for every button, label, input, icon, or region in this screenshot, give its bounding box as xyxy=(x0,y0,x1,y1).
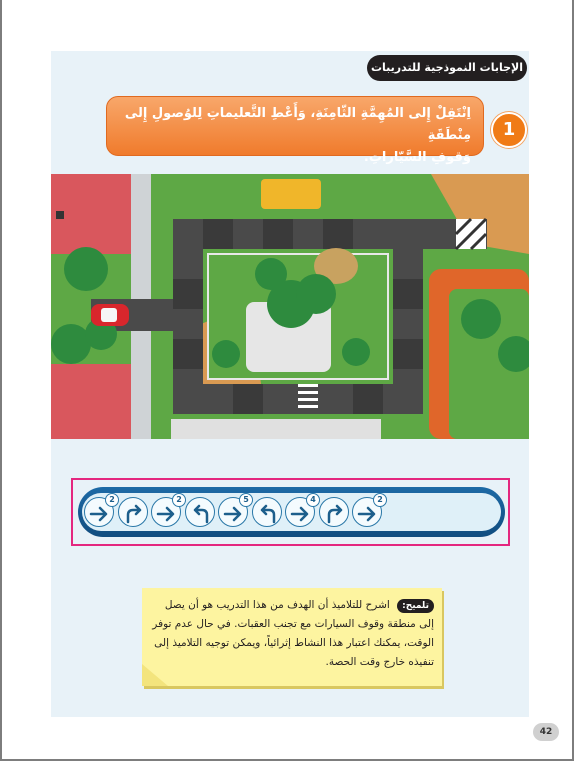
turn-left-icon xyxy=(257,503,279,525)
tip-text: اشرح للتلاميذ أن الهدف من هذا التدريب هو أن يصل إلى منطقة وقوف السيارات مع تجنب العقبات. في حال عدم توفر الوقت، يمكنك اعتبار هذا النشاط إثرائياً، ويمكن توجيه التلاميذ إلى تنفيذه خارج وقت الحصة. xyxy=(152,599,434,668)
arrow-right-icon xyxy=(290,503,312,525)
command-block[interactable] xyxy=(218,497,248,527)
arrow-right-icon xyxy=(89,503,111,525)
command-block[interactable] xyxy=(252,497,282,527)
repeat-count-badge: 2 xyxy=(373,493,387,507)
turn-right-icon xyxy=(123,503,145,525)
tip-note xyxy=(142,588,442,686)
repeat-count-badge: 2 xyxy=(105,493,119,507)
sidewalk xyxy=(171,419,381,439)
repeat-count-badge: 5 xyxy=(239,493,253,507)
command-block[interactable] xyxy=(118,497,148,527)
instruction-line-2: وَقوفِ السَّيّاراتِ. xyxy=(363,150,471,165)
tip-label: تلميح: xyxy=(397,599,434,613)
turn-right-icon xyxy=(324,503,346,525)
arrow-right-icon xyxy=(156,503,178,525)
command-block[interactable] xyxy=(185,497,215,527)
command-block[interactable] xyxy=(151,497,181,527)
command-block[interactable] xyxy=(319,497,349,527)
house-roof xyxy=(51,364,131,439)
bulldozer-obstacle xyxy=(261,179,321,209)
repeat-count-badge: 2 xyxy=(172,493,186,507)
section-header: الإجابات النموذجية للتدريبات xyxy=(367,55,527,81)
repeat-count-badge: 4 xyxy=(306,493,320,507)
turn-left-icon xyxy=(190,503,212,525)
game-map xyxy=(51,174,529,439)
command-block[interactable] xyxy=(84,497,114,527)
arrow-right-icon xyxy=(357,503,379,525)
command-block[interactable] xyxy=(285,497,315,527)
arrow-right-icon xyxy=(223,503,245,525)
instruction-line-1: اِنْتَقِلْ إِلى المُهِمَّةِ الثّامِنَةِ، وَأَعْطِ التَّعليماتِ لِلوُصولِ إِلى مِنْطَقَةِ xyxy=(124,106,471,143)
command-block[interactable] xyxy=(352,497,382,527)
task-instruction xyxy=(106,96,484,165)
page-number: 42 xyxy=(533,723,559,741)
task-number-badge: 1 xyxy=(491,112,527,148)
